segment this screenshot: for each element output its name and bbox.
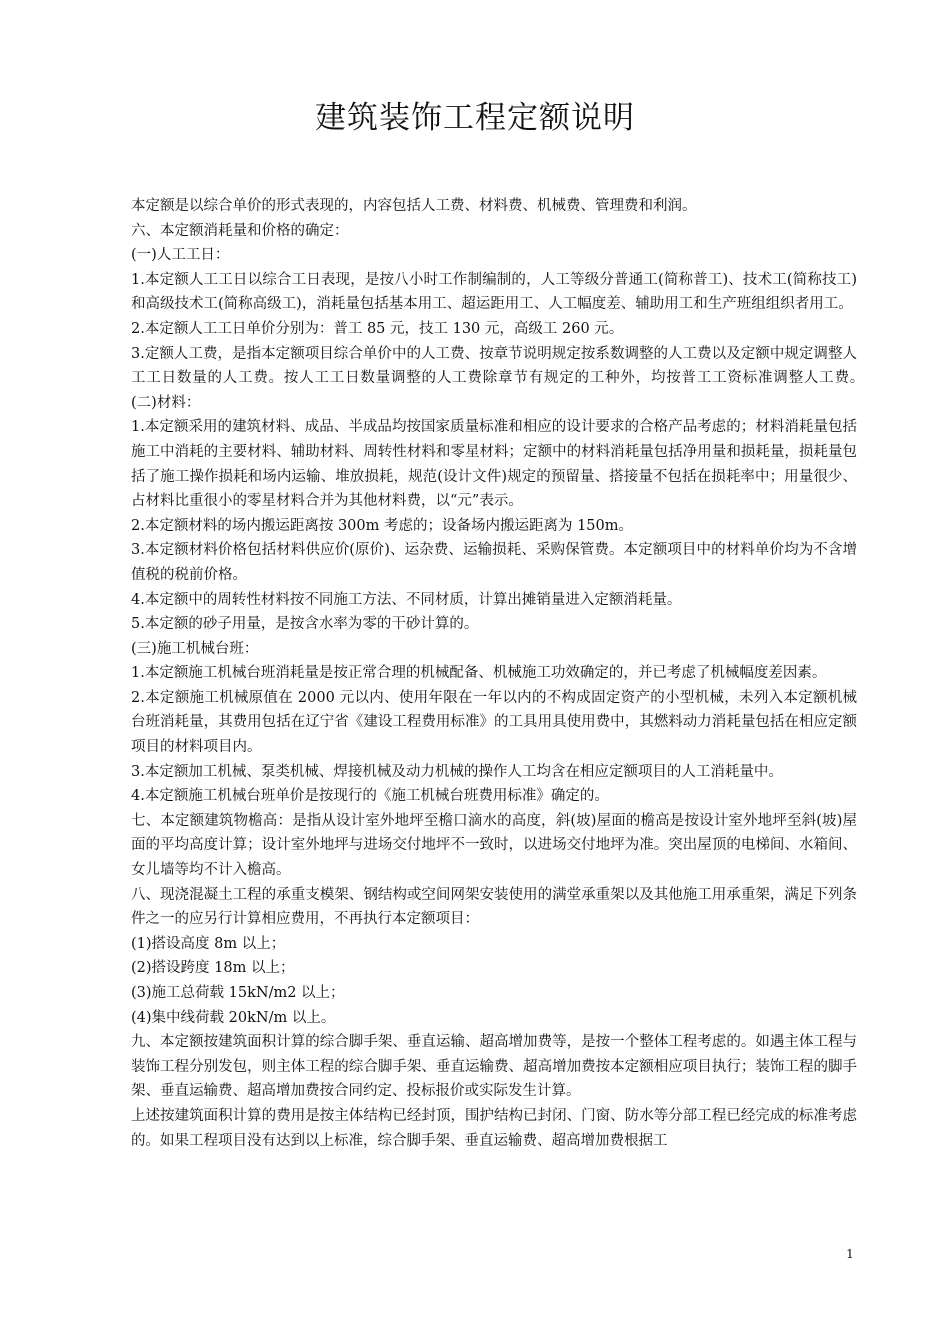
- paragraph: 七、本定额建筑物檐高：是指从设计室外地坪至檐口滴水的高度，斜(坡)屋面的檐高是按设计室外地坪至斜(坡)屋面的平均高度计算；设计室外地坪与进场交付地坪不一致时，以进场交付地坪为准。突出屋顶的电梯间、水箱间、女儿墙等均不计入檐高。: [131, 812, 857, 879]
- paragraph: 3.定额人工费，是指本定额项目综合单价中的人工费、按章节说明规定按系数调整的人工费以及定额中规定调整人工工日数量的人工费。按人工工日数量调整的人工费除章节有规定的工种外，均按普工工资标准调整人工费。 (二)材料：: [131, 345, 872, 411]
- document-body: [131, 194, 872, 1153]
- paragraph: 六、本定额消耗量和价格的确定：: [131, 222, 349, 239]
- paragraph: (3)施工总荷载 15kN/m2 以上；: [131, 985, 345, 1001]
- paragraph: 本定额是以综合单价的形式表现的，内容包括人工费、材料费、机械费、管理费和利润。: [131, 198, 697, 214]
- paragraph: 4.本定额施工机械台班单价是按现行的《施工机械台班费用标准》确定的。: [131, 788, 609, 805]
- paragraph: 1.本定额采用的建筑材料、成品、半成品均按国家质量标准和相应的设计要求的合格产品考虑的；材料消耗量包括施工中消耗的主要材料、辅助材料、周转性材料和零星材料；定额中的材料消耗量包括净用量和损耗量，损耗量包括了施工操作损耗和场内运输、堆放损耗，规范(设计文件)规定的预留量、搭接量不包括在损耗率中；用量很少、占材料比重很小的零星材料合并为其他材料费，以“元”表示。: [131, 419, 857, 510]
- paragraph: 上述按建筑面积计算的费用是按主体结构已经封顶，围护结构已封闭、门窗、防水等分部工程已经完成的标准考虑的。如果工程项目没有达到以上标准，综合脚手架、垂直运输费、超高增加费根据工: [131, 1107, 857, 1149]
- document-title: 建筑装饰工程定额说明: [315, 100, 635, 136]
- paragraph: (1)搭设高度 8m 以上；: [131, 935, 286, 952]
- paragraph: (2)搭设跨度 18m 以上；: [131, 960, 295, 977]
- paragraph: 2.本定额材料的场内搬运距离按 300m 考虑的；设备场内搬运距离为 150m。: [131, 517, 634, 534]
- paragraph: 5.本定额的砂子用量，是按含水率为零的干砂计算的。: [131, 616, 479, 633]
- paragraph: (三)施工机械台班：: [131, 640, 259, 657]
- paragraph: (4)集中线荷载 20kN/m 以上。: [131, 1009, 336, 1026]
- paragraph: 4.本定额中的周转性材料按不同施工方法、不同材质，计算出摊销量进入定额消耗量。: [131, 591, 682, 608]
- paragraph: 2.本定额人工工日单价分别为：普工 85 元，技工 130 元，高级工 260 元。: [131, 320, 624, 337]
- paragraph: 1.本定额施工机械台班消耗量是按正常合理的机械配备、机械施工功效确定的，并已考虑了机械幅度差因素。: [131, 665, 827, 682]
- paragraph: 2.本定额施工机械原值在 2000 元以内、使用年限在一年以内的不构成固定资产的小型机械，未列入本定额机械台班消耗量，其费用包括在辽宁省《建设工程费用标准》的工具用具使用费中，其燃料动力消耗量包括在相应定额项目的材料项目内。: [131, 689, 857, 756]
- paragraph: 3.本定额加工机械、泵类机械、焊接机械及动力机械的操作人工均含在相应定额项目的人工消耗量中。: [131, 763, 783, 780]
- paragraph: 八、现浇混凝土工程的承重支模架、钢结构或空间网架安装使用的满堂承重架以及其他施工用承重架，满足下列条件之一的应另行计算相应费用，不再执行本定额项目：: [131, 886, 857, 928]
- paragraph: 九、本定额按建筑面积计算的综合脚手架、垂直运输、超高增加费等，是按一个整体工程考虑的。如遇主体工程与装饰工程分别发包，则主体工程的综合脚手架、垂直运输费、超高增加费按本定额相应项目执行；装饰工程的脚手架、垂直运输费、超高增加费按合同约定、投标报价或实际发生计算。: [131, 1034, 857, 1100]
- page-number: 1: [846, 1247, 854, 1261]
- paragraph: (一)人工工日：: [131, 247, 230, 264]
- paragraph: 3.本定额材料价格包括材料供应价(原价)、运杂费、运输损耗、采购保管费。本定额项目中的材料单价均为不含增值税的税前价格。: [131, 542, 857, 583]
- paragraph: 1.本定额人工工日以综合工日表现，是按八小时工作制编制的，人工等级分普通工(简称普工)、技术工(简称技工)和高级技术工(简称高级工)，消耗量包括基本用工、超运距用工、人工幅度差、辅助用工和生产班组组织者用工。: [131, 271, 857, 313]
